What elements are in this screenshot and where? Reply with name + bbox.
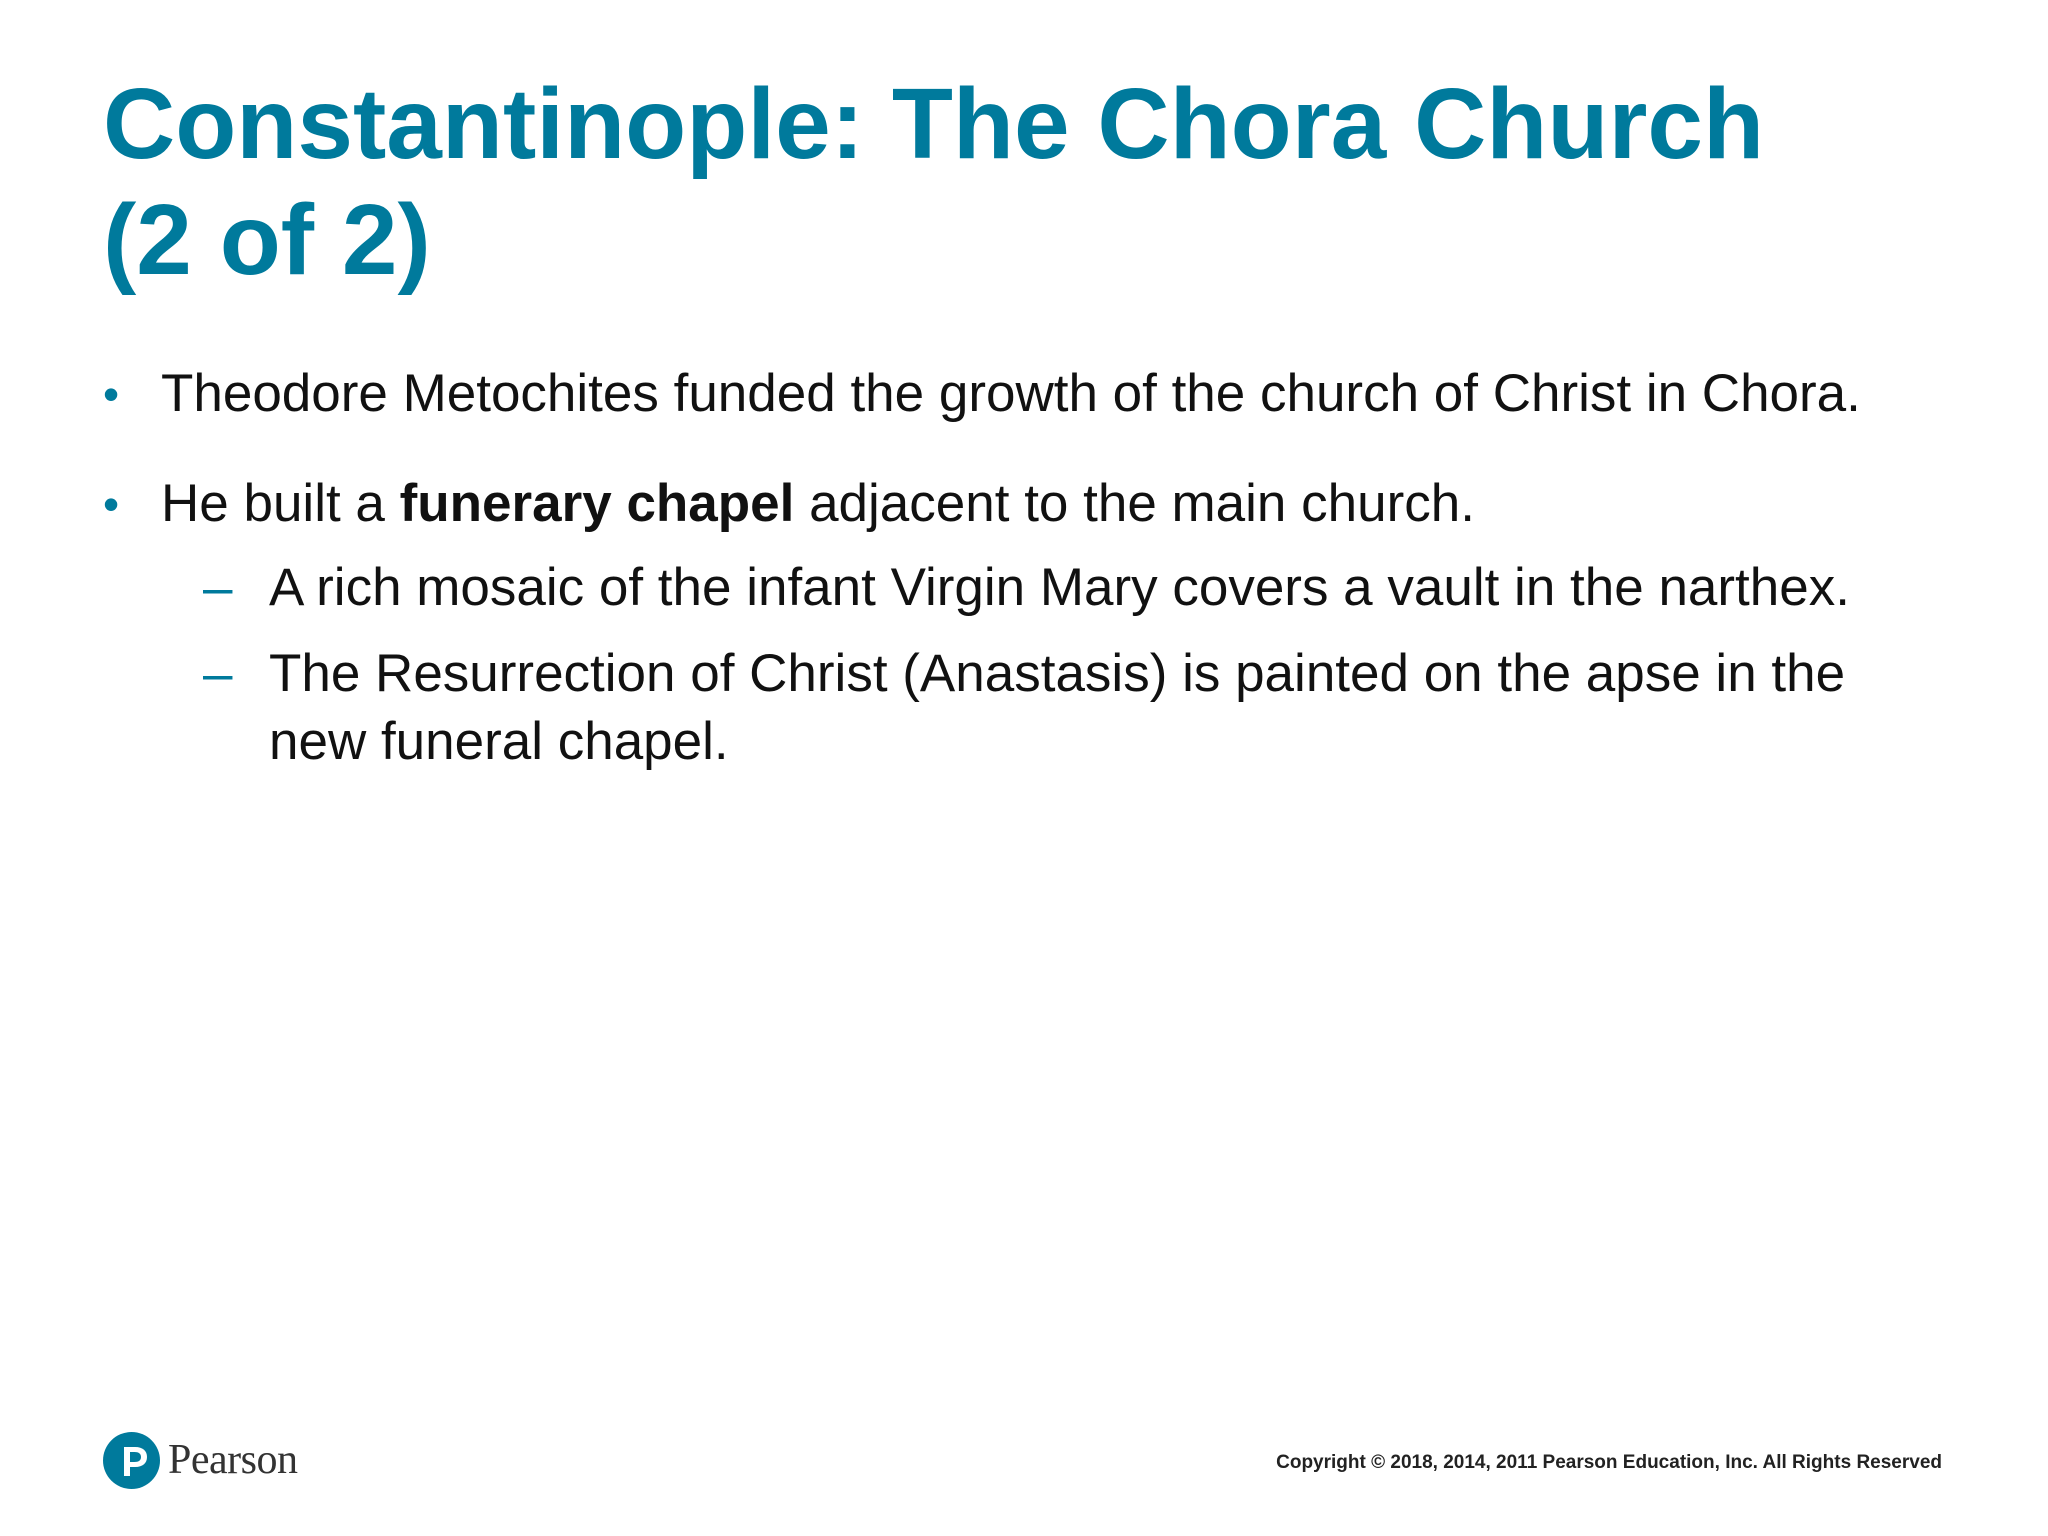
sub-bullet-marker: – [203, 644, 233, 703]
bullet-text-prefix: He built a [161, 474, 400, 533]
bullet-marker: • [103, 368, 120, 420]
bullet-text-emphasis: funerary chapel [399, 474, 795, 533]
sub-bullet-text: The Resurrection of Christ (Anastasis) is painted on the apse in the new funeral chapel. [269, 644, 1846, 771]
slide-body [103, 360, 1923, 776]
sub-bullet-item [103, 554, 1923, 622]
bullet-item [103, 360, 1923, 428]
copyright-notice: Copyright © 2018, 2014, 2011 Pearson Education, Inc. All Rights Reserved [1276, 1452, 1942, 1473]
pearson-logo-text: Pearson [168, 1437, 298, 1483]
slide-title-line-1: Constantinople: The Chora Church [103, 68, 1765, 180]
pearson-logo [103, 1429, 297, 1491]
slide-title-line-2: (2 of 2) [103, 184, 431, 296]
sub-bullet-item [103, 640, 1923, 776]
slide-title [103, 66, 1953, 298]
sub-bullet-text: A rich mosaic of the infant Virgin Mary covers a vault in the narthex. [269, 558, 1850, 617]
sub-bullet-marker: – [203, 558, 233, 617]
pearson-logo-icon [103, 1432, 160, 1489]
bullet-text: Theodore Metochites funded the growth of the church of Christ in Chora. [161, 364, 1861, 423]
bullet-item [103, 470, 1923, 538]
bullet-text-suffix: adjacent to the main church. [794, 474, 1475, 533]
bullet-marker: • [103, 478, 120, 530]
